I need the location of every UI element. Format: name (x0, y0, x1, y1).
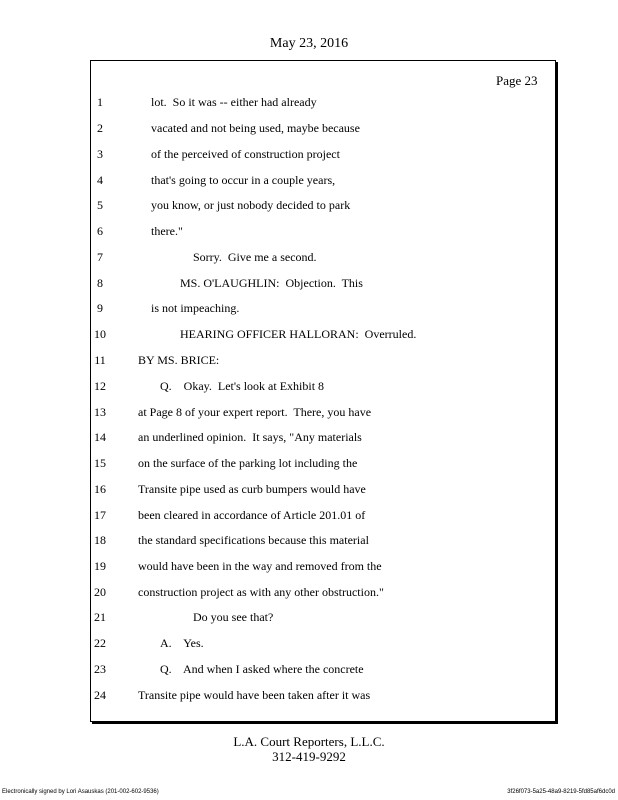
transcript-line (0, 301, 618, 321)
line-text: Transite pipe would have been taken after it was (138, 688, 371, 702)
transcript-line (0, 95, 618, 115)
footer-phone: 312-419-9292 (272, 749, 346, 764)
line-text: A. Yes. (160, 636, 204, 650)
transcript-line (0, 327, 618, 347)
line-text: Sorry. Give me a second. (193, 250, 317, 264)
line-text: Do you see that? (193, 610, 274, 624)
page-number: Page 23 (496, 73, 538, 88)
line-number: 14 (94, 430, 106, 444)
line-number: 22 (94, 636, 106, 650)
line-number: 15 (94, 456, 106, 470)
line-text: HEARING OFFICER HALLORAN: Overruled. (180, 327, 417, 341)
line-number: 5 (97, 198, 103, 212)
transcript-line (0, 121, 618, 141)
line-number: 13 (94, 405, 106, 419)
line-number: 4 (97, 173, 103, 187)
line-text: there." (151, 224, 183, 238)
transcript-line (0, 585, 618, 605)
line-text: BY MS. BRICE: (138, 353, 220, 367)
line-text: construction project as with any other obstruction." (138, 585, 384, 599)
transcript-line (0, 379, 618, 399)
line-number: 10 (94, 327, 106, 341)
line-number: 11 (94, 353, 106, 367)
transcript-line (0, 482, 618, 502)
line-number: 17 (94, 508, 106, 522)
line-text: is not impeaching. (151, 301, 240, 315)
line-number: 6 (97, 224, 103, 238)
line-text: Transite pipe used as curb bumpers would have (138, 482, 366, 496)
transcript-line (0, 636, 618, 656)
line-text: lot. So it was -- either had already (151, 95, 317, 109)
transcript-line (0, 456, 618, 476)
line-number: 18 (94, 533, 106, 547)
line-text: you know, or just nobody decided to park (151, 198, 351, 212)
line-text: would have been in the way and removed from the (138, 559, 382, 573)
transcript-line (0, 662, 618, 682)
transcript-line (0, 559, 618, 579)
line-number: 20 (94, 585, 106, 599)
line-number: 23 (94, 662, 106, 676)
transcript-line (0, 353, 618, 373)
transcript-line (0, 147, 618, 167)
line-number: 7 (97, 250, 103, 264)
transcript-date: May 23, 2016 (269, 36, 349, 51)
line-number: 21 (94, 610, 106, 624)
transcript-line (0, 430, 618, 450)
line-number: 9 (97, 301, 103, 315)
line-text: of the perceived of construction project (151, 147, 340, 161)
line-text: been cleared in accordance of Article 201.01 of (138, 508, 366, 522)
line-number: 12 (94, 379, 106, 393)
line-number: 16 (94, 482, 106, 496)
transcript-line (0, 610, 618, 630)
line-number: 2 (97, 121, 103, 135)
line-text: that's going to occur in a couple years, (151, 173, 336, 187)
transcript-line (0, 508, 618, 528)
line-number: 3 (97, 147, 103, 161)
line-text: Q. And when I asked where the concrete (160, 662, 364, 676)
transcript-line (0, 533, 618, 553)
line-number: 24 (94, 688, 106, 702)
transcript-line (0, 198, 618, 218)
transcript-line (0, 688, 618, 708)
line-text: vacated and not being used, maybe because (151, 121, 360, 135)
transcript-line (0, 250, 618, 270)
footer-company: L.A. Court Reporters, L.L.C. (233, 734, 385, 749)
electronic-signature: Electronically signed by Lori Asauskas (201-002-602-9536) (2, 789, 159, 795)
line-text: the standard specifications because this material (138, 533, 369, 547)
document-id: 3f26f073-5a25-48a9-8219-5fd85af6dc0d (507, 789, 615, 795)
line-number: 8 (97, 276, 103, 290)
transcript-line (0, 224, 618, 244)
line-number: 19 (94, 559, 106, 573)
line-text: at Page 8 of your expert report. There, you have (138, 405, 372, 419)
line-text: MS. O'LAUGHLIN: Objection. This (180, 276, 363, 290)
transcript-line (0, 173, 618, 193)
line-text: Q. Okay. Let's look at Exhibit 8 (160, 379, 325, 393)
transcript-line (0, 276, 618, 296)
line-number: 1 (97, 95, 103, 109)
transcript-line (0, 405, 618, 425)
line-text: on the surface of the parking lot including the (138, 456, 358, 470)
line-text: an underlined opinion. It says, "Any materials (138, 430, 362, 444)
